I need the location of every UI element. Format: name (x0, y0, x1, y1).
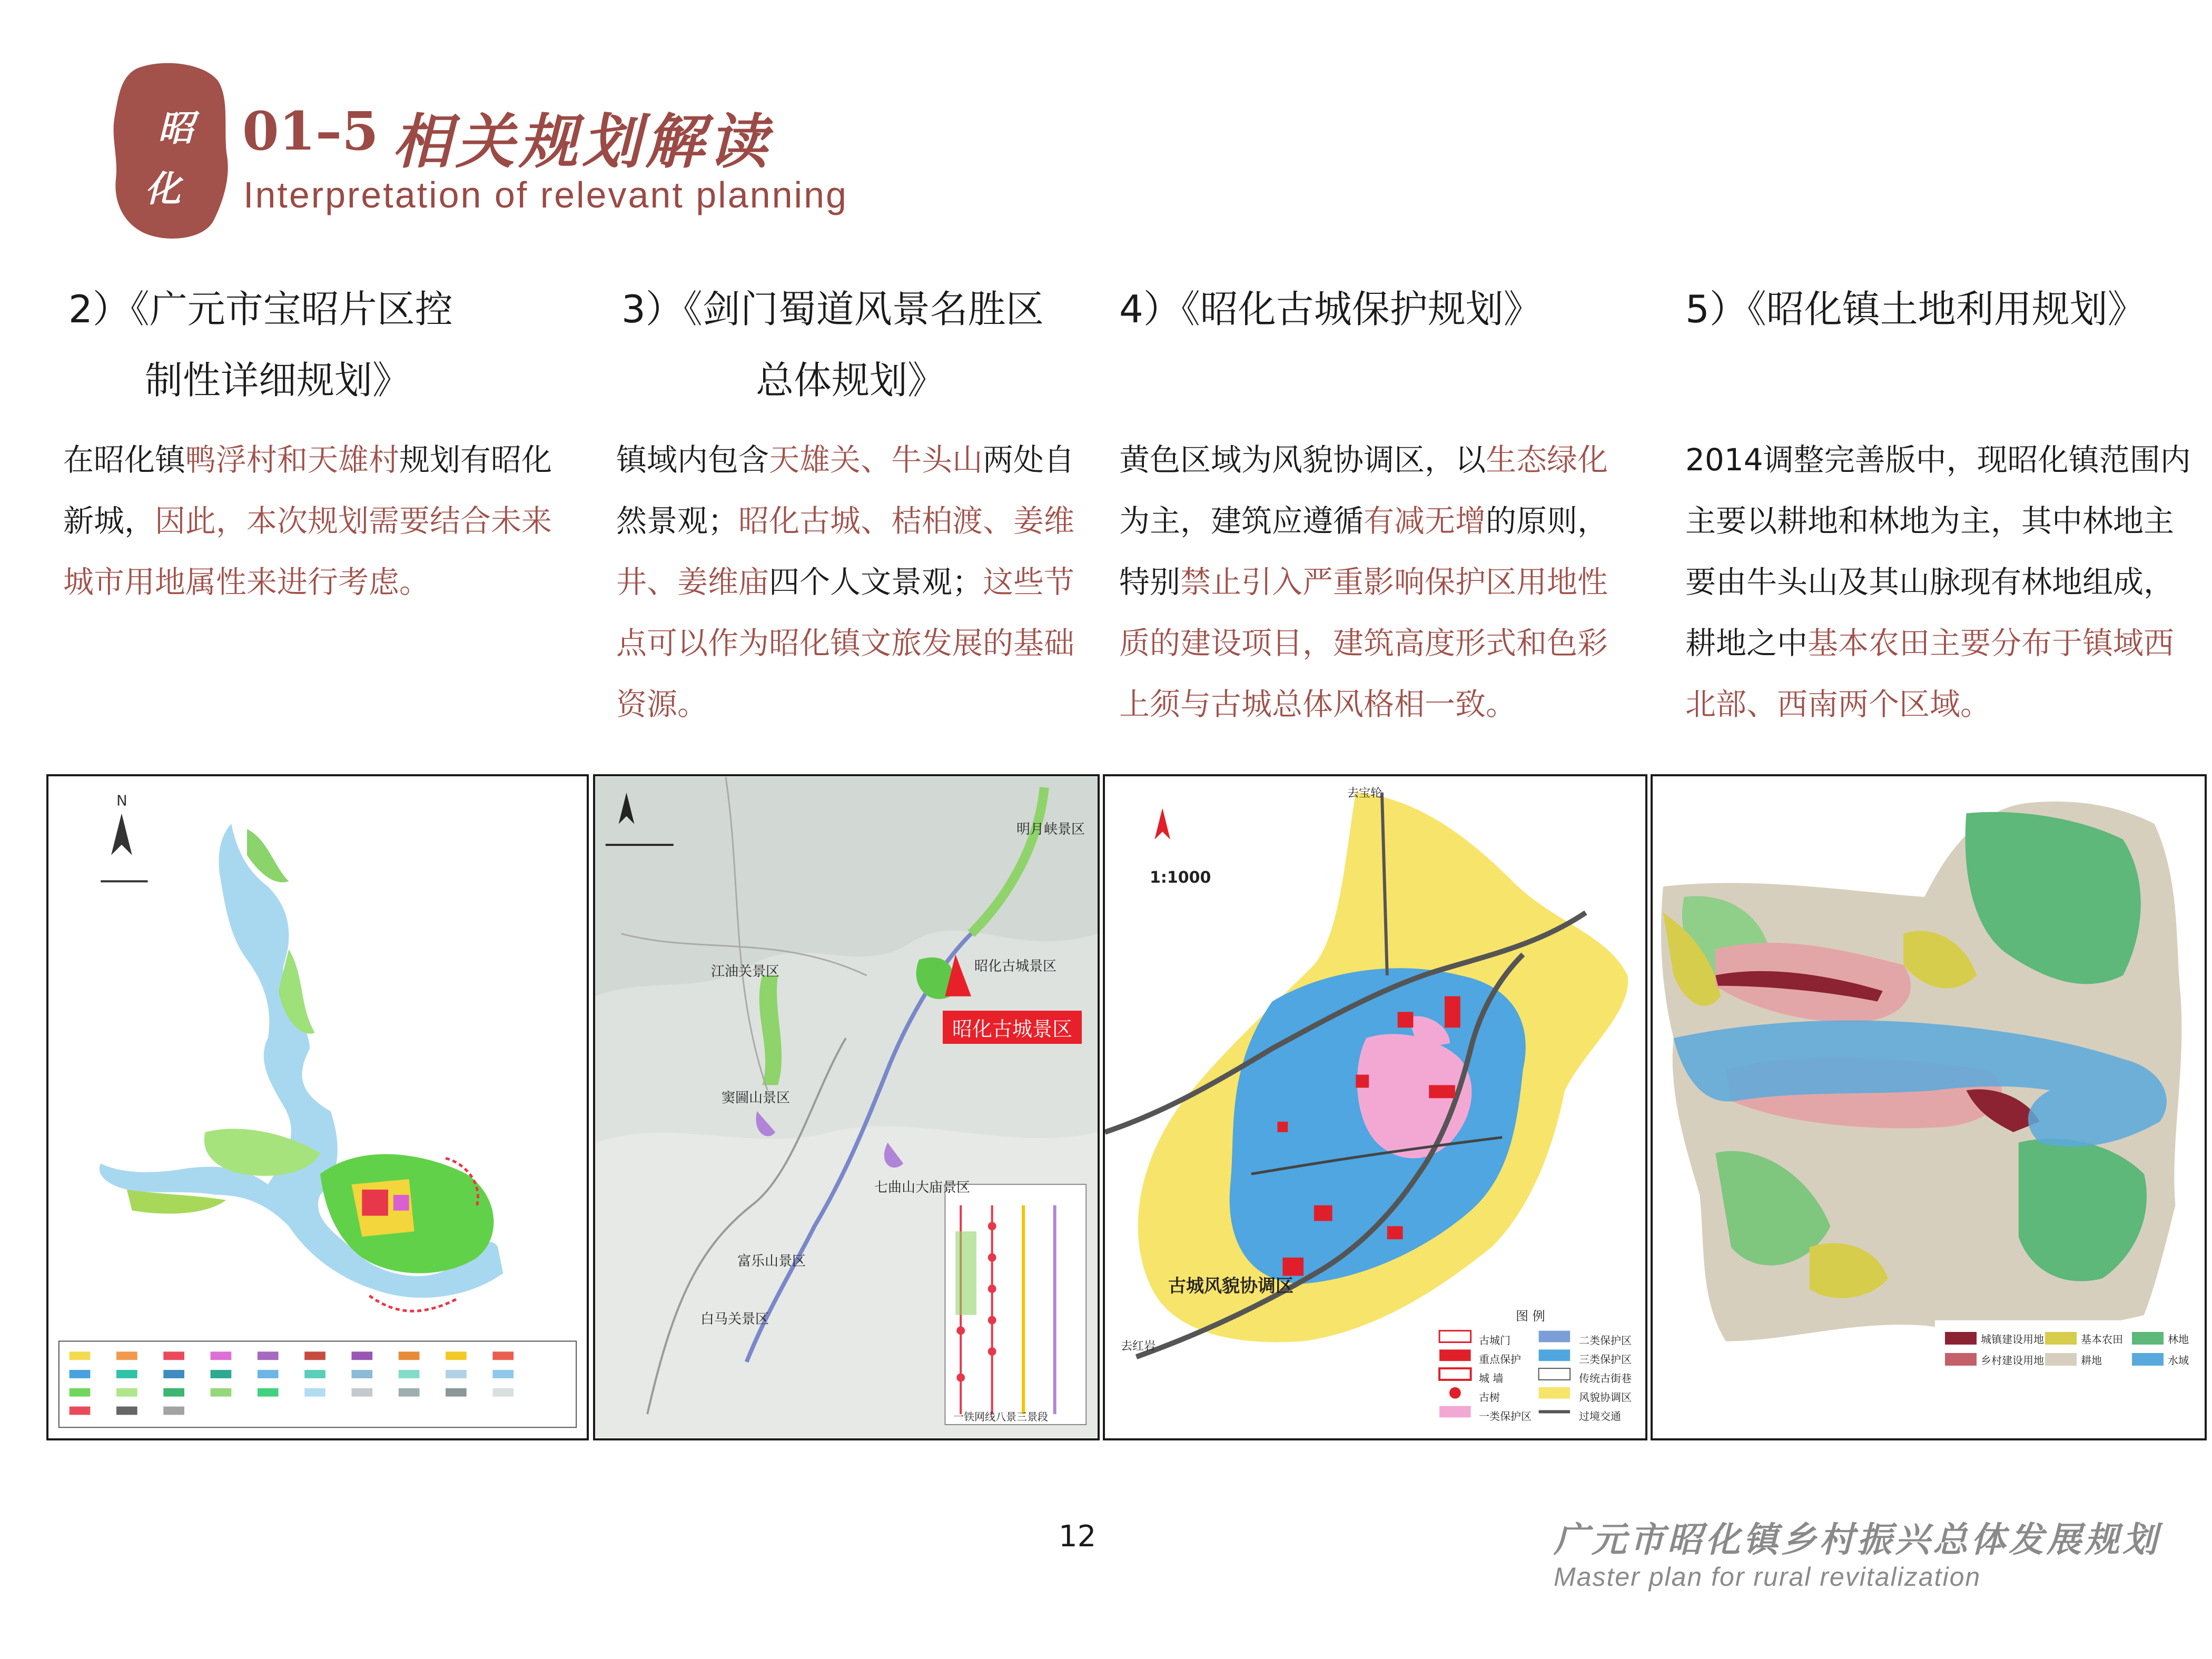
map-ancient-town-protection (1103, 774, 1647, 1440)
legend-swatch-rural (1945, 1353, 1977, 1366)
map4-legend-item: 城镇建设用地 (1981, 1333, 2044, 1346)
map3-legend-item: 重点保护 (1479, 1353, 1521, 1366)
legend-swatch-water (2132, 1353, 2164, 1366)
map4-legend-item: 水域 (2168, 1354, 2189, 1367)
map4-legend (1940, 1327, 2203, 1379)
footer-title: 广元市昭化镇乡村振兴总体发展规划 (1554, 1519, 2160, 1560)
logo-seal (105, 58, 232, 245)
body-highlight: 生态绿化 (1486, 442, 1608, 478)
map4-legend-item: 耕地 (2081, 1354, 2102, 1367)
map4-legend-item: 林地 (2168, 1333, 2189, 1346)
column-3-title-line-1: 4）《昭化古城保护规划》 (1119, 287, 1542, 331)
map2-label: 富乐山景区 (737, 1253, 806, 1269)
legend-swatch-town (1945, 1332, 1977, 1345)
page-number: 12 (1059, 1519, 1097, 1554)
column-2-body (616, 429, 1090, 735)
body-highlight: 因此，本次规划需要结合未来城市用地属性来进行考虑。 (63, 503, 552, 600)
body-highlight: 鸭浮村和天雄村 (185, 442, 400, 478)
legend-swatch-forest (2132, 1332, 2164, 1345)
column-1-body (63, 429, 569, 613)
column-2-title-line-1: 3）《剑门蜀道风景名胜区 (621, 287, 1044, 331)
north-label: N (116, 792, 127, 809)
legend-swatch-farmland (2045, 1332, 2077, 1345)
section-title: 相关规划解读 (392, 107, 772, 176)
seal-char-1: 昭 (158, 107, 194, 150)
body-text: 的原则，特别 (1119, 503, 1608, 600)
column-2-title-line-2: 总体规划》 (756, 358, 946, 402)
map-land-use-plan (1651, 774, 2207, 1440)
column-3-title (1119, 274, 1635, 345)
section-number: 01–5 (242, 100, 379, 162)
body-text: 为主，建筑应遵循 (1119, 503, 1364, 539)
map4-legend-item: 基本农田 (2081, 1333, 2123, 1346)
map3-legend-item: 三类保护区 (1579, 1353, 1632, 1366)
map2-label: 昭化古城景区 (974, 959, 1057, 974)
map3-legend-item: 古树 (1479, 1391, 1500, 1404)
map3-legend-item: 传统古街巷 (1579, 1372, 1632, 1385)
map3-legend-item: 古城门 (1479, 1334, 1510, 1347)
map-regulatory-plan-graphic (48, 776, 587, 1438)
column-2-title (621, 274, 1095, 416)
map3-scale: 1:1000 (1150, 868, 1211, 887)
body-text: 规划有昭化新城， (63, 442, 552, 539)
map3-legend-item: 一类保护区 (1479, 1410, 1532, 1423)
map2-callout: 昭化古城景区 (943, 1011, 1082, 1044)
map2-label: 江油关景区 (711, 964, 780, 980)
body-highlight: 禁止引入严重影响保护区用地性质的建设项目，建筑高度形式和色彩上须与古城总体风格相一致。 (1119, 564, 1608, 722)
body-text: 黄色区域为风貌协调区，以 (1119, 442, 1486, 478)
legend-swatch-cultivated (2045, 1353, 2077, 1366)
body-highlight: 基本农田主要分布于镇域西北部、西南两个区域。 (1685, 625, 2175, 722)
body-text: 四个人文景观； (769, 564, 983, 600)
map-regulatory-plan (46, 774, 589, 1440)
map3-road-label: 去宝轮 (1347, 787, 1382, 800)
body-highlight: 昭化古城、桔柏渡、姜维井、姜维庙 (616, 503, 1075, 600)
body-text: 两处自然景观； (616, 442, 1075, 539)
map2-label: 七曲山大庙景区 (874, 1180, 971, 1196)
map2-label: 窦圌山景区 (722, 1090, 791, 1106)
body-highlight: 天雄关、牛头山 (769, 442, 983, 478)
section-subtitle: Interpretation of relevant planning (243, 174, 848, 215)
body-text: 镇域内包含 (616, 442, 769, 478)
map4-legend-item: 乡村建设用地 (1981, 1354, 2044, 1367)
column-4-title (1685, 274, 2201, 345)
seal-char-2: 化 (145, 168, 181, 210)
map3-legend-item: 城 墙 (1479, 1372, 1504, 1385)
body-text: 在昭化镇 (63, 442, 186, 478)
map2-label: 明月峡景区 (1016, 822, 1085, 837)
column-1-title (68, 274, 574, 416)
map3-zone-label: 古城风貌协调区 (1168, 1276, 1293, 1297)
column-4-title-line-1: 5）《昭化镇土地利用规划》 (1685, 287, 2146, 331)
map-scenic-area-plan-graphic (595, 776, 1098, 1438)
column-3-body (1119, 429, 1625, 735)
map2-label: 一铁网线八景三景段 (953, 1410, 1048, 1423)
map-scenic-area-plan (593, 774, 1100, 1440)
map2-label: 白马关景区 (700, 1311, 769, 1327)
column-1-title-line-1: 2）《广元市宝昭片区控 (68, 287, 453, 331)
seal-shape (105, 58, 232, 245)
map3-legend-title: 图 例 (1516, 1309, 1545, 1324)
footer-subtitle: Master plan for rural revitalization (1554, 1562, 1981, 1592)
body-text: 2014调整完善版中，现昭化镇范围内主要以耕地和林地为主，其中林地主要由牛头山及其山脉现有林地组成，耕地之中 (1685, 442, 2191, 661)
body-highlight: 有减无增 (1364, 503, 1486, 539)
map3-legend-item: 过境交通 (1579, 1410, 1621, 1423)
body-highlight: 这些节点可以作为昭化镇文旅发展的基础资源。 (616, 564, 1075, 722)
column-4-body (1685, 429, 2191, 735)
map3-legend-item: 风貌协调区 (1579, 1391, 1632, 1404)
map3-road-label: 去红岩 (1121, 1340, 1156, 1353)
column-1-title-line-2: 制性详细规划》 (145, 358, 411, 402)
map3-legend-item: 二类保护区 (1579, 1334, 1632, 1347)
